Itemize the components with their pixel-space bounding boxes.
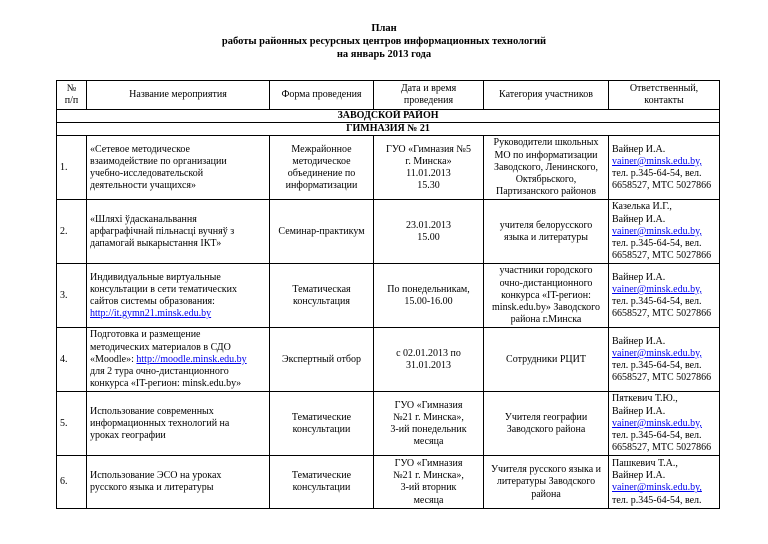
header-num: № п/п <box>57 81 87 110</box>
event-form: Семинар-практикум <box>270 200 374 264</box>
event-form: Тематические консультации <box>270 392 374 456</box>
row-num: 6. <box>57 456 87 509</box>
header-category: Категория участников <box>484 81 609 110</box>
event-date: с 02.01.2013 по 31.01.2013 <box>374 328 484 392</box>
event-responsible: Пашкевич Т.А., Вайнер И.А. vainer@minsk.edu.by, тел. р.345-64-54, вел. <box>609 456 720 509</box>
event-date: По понедельникам, 15.00-16.00 <box>374 264 484 328</box>
table-row <box>57 264 720 328</box>
email-link[interactable]: vainer@minsk.edu.by, <box>612 417 702 429</box>
row-num: 5. <box>57 392 87 456</box>
header-form: Форма проведения <box>270 81 374 110</box>
event-responsible: Вайнер И.А. vainer@minsk.edu.by, тел. р.345-64-54, вел. 6658527, МТС 5027866 <box>609 136 720 200</box>
plan-table <box>56 80 720 509</box>
header-date: Дата и время проведения <box>374 81 484 110</box>
event-category: учителя белорусского языка и литературы <box>484 200 609 264</box>
event-date: ГУО «Гимназия №5 г. Минска» 11.01.2013 15.30 <box>374 136 484 200</box>
header-responsible: Ответственный, контакты <box>609 81 720 110</box>
email-link[interactable]: vainer@minsk.edu.by, <box>612 482 702 494</box>
event-name: «Сетевое методическое взаимодействие по организации учебно-исследовательской деятельности учащихся» <box>87 136 270 200</box>
title-line-3: на январь 2013 года <box>336 49 432 60</box>
row-num: 1. <box>57 136 87 200</box>
header-name: Название мероприятия <box>87 81 270 110</box>
moodle-link[interactable]: http://moodle.minsk.edu.by <box>136 353 247 365</box>
event-category: Сотрудники РЦИТ <box>484 328 609 392</box>
event-date: ГУО «Гимназия №21 г. Минска», 3-ий вторник месяца <box>374 456 484 509</box>
email-link[interactable]: vainer@minsk.edu.by, <box>612 225 702 237</box>
event-responsible: Вайнер И.А. vainer@minsk.edu.by, тел. р.345-64-54, вел. 6658527, МТС 5027866 <box>609 264 720 328</box>
row-num: 2. <box>57 200 87 264</box>
event-category: участники городского очно-дистанционного конкурса «IT-регион: minsk.edu.by» Заводского района г.Минска <box>484 264 609 328</box>
title-line-2: работы районных ресурсных центров информационных технологий <box>221 36 547 47</box>
event-name: Индивидуальные виртуальные консультации в сети тематических сайтов системы образования: http://it.gymn21.minsk.edu.by <box>87 264 270 328</box>
event-responsible: Казелька И.Г., Вайнер И.А. vainer@minsk.edu.by, тел. р.345-64-54, вел. 6658527, МТС 5027866 <box>609 200 720 264</box>
event-responsible: Вайнер И.А. vainer@minsk.edu.by, тел. р.345-64-54, вел. 6658527, МТС 5027866 <box>609 328 720 392</box>
email-link[interactable]: vainer@minsk.edu.by, <box>612 347 702 359</box>
event-form: Экспертный отбор <box>270 328 374 392</box>
table-row <box>57 392 720 456</box>
event-name: Подготовка и размещение методических материалов в СДО «Moodle»: http://moodle.minsk.edu.by для 2 тура очно-дистанционного конкурса «IT-регион: minsk.edu.by» <box>87 328 270 392</box>
event-date: 23.01.2013 15.00 <box>374 200 484 264</box>
event-responsible: Пяткевич Т.Ю., Вайнер И.А. vainer@minsk.edu.by, тел. р.345-64-54, вел. 6658527, МТС 5027866 <box>609 392 720 456</box>
email-link[interactable]: vainer@minsk.edu.by, <box>612 155 702 167</box>
section-district: ЗАВОДСКОЙ РАЙОН <box>57 110 720 123</box>
event-category: Руководители школьных МО по информатизации Заводского, Ленинского, Октябрьского, Партизанского районов <box>484 136 609 200</box>
section-district-row <box>57 110 720 123</box>
event-name: «Шляхі ўдасканальвання арфаграфічнай пільнасці вучняў з дапамогай выкарыстання ІКТ» <box>87 200 270 264</box>
event-form: Тематические консультации <box>270 456 374 509</box>
title-line-1: План <box>371 23 397 34</box>
email-link[interactable]: vainer@minsk.edu.by, <box>612 283 702 295</box>
table-row <box>57 328 720 392</box>
event-date: ГУО «Гимназия №21 г. Минска», 3-ий понедельник месяца <box>374 392 484 456</box>
table-row <box>57 200 720 264</box>
event-form: Межрайонное методическое объединение по информатизации <box>270 136 374 200</box>
table-header-row <box>57 81 720 110</box>
row-num: 4. <box>57 328 87 392</box>
event-name: Использование современных информационных технологий на уроках географии <box>87 392 270 456</box>
event-category: Учителя русского языка и литературы Заводского района <box>484 456 609 509</box>
table-row <box>57 136 720 200</box>
event-category: Учителя географии Заводского района <box>484 392 609 456</box>
table-row <box>57 456 720 509</box>
event-form: Тематическая консультация <box>270 264 374 328</box>
event-name: Использование ЭСО на уроках русского языка и литературы <box>87 456 270 509</box>
document-title <box>0 0 768 60</box>
section-school: ГИМНАЗИЯ № 21 <box>57 123 720 136</box>
row-num: 3. <box>57 264 87 328</box>
section-school-row <box>57 123 720 136</box>
site-link[interactable]: http://it.gymn21.minsk.edu.by <box>90 308 212 320</box>
